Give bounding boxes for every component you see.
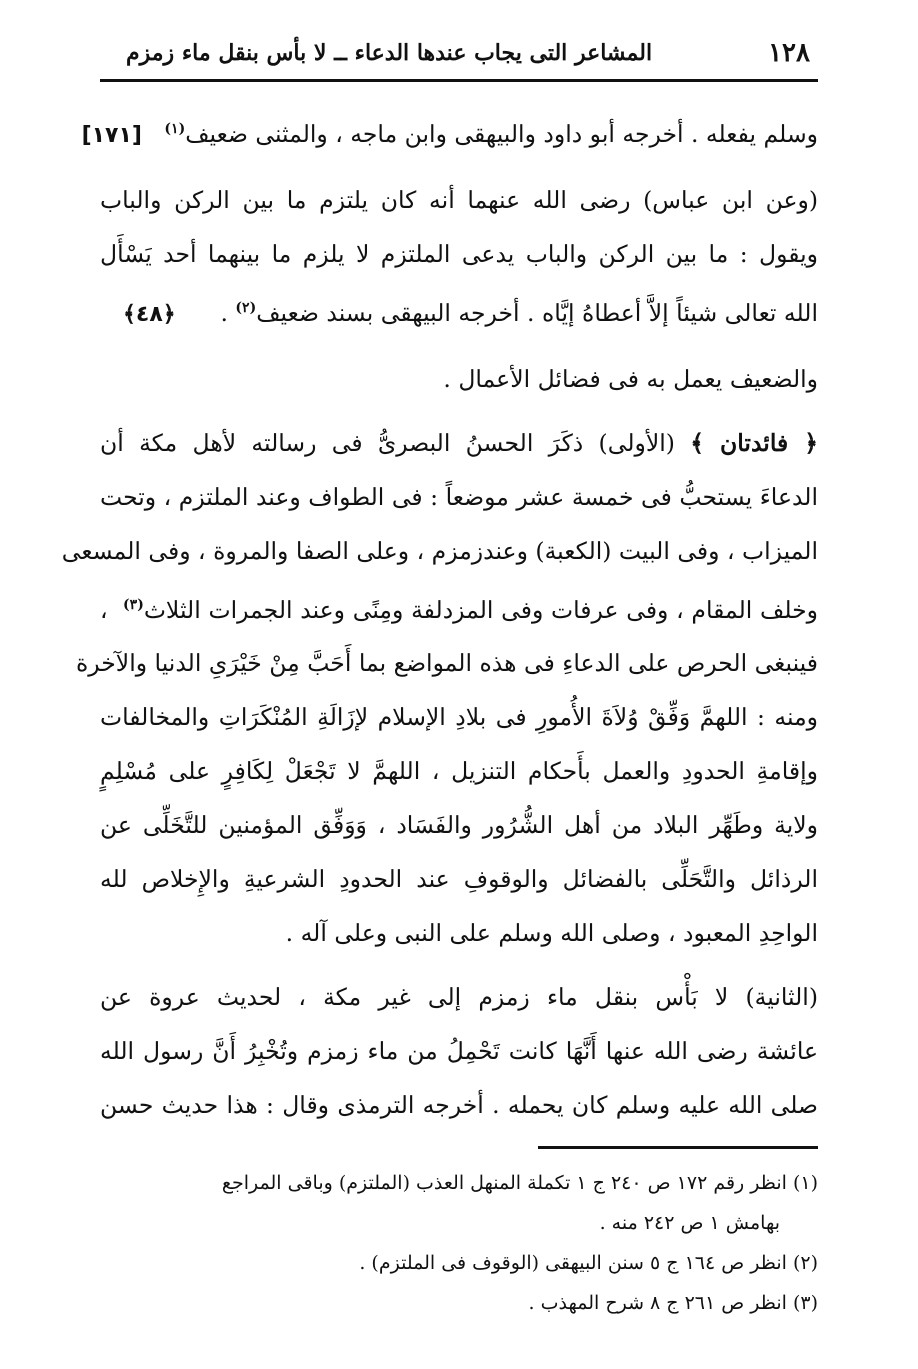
paragraph-1 (81, 102, 818, 163)
footnote-1-continued: بهامش ١ ص ٢٤٢ منه . (599, 1212, 780, 1235)
paragraph-2 (100, 173, 818, 342)
hadith-number: ﴿٤٨﴾ (123, 301, 176, 327)
text-line: ويقول : ما بين الركن والباب يدعى الملتزم لا يلزم ما بينهما أحد يَسْأَل (100, 239, 818, 268)
text-line: والضعيف يعمل به فى فضائل الأعمال . (443, 364, 818, 393)
footnote-divider (538, 1146, 818, 1149)
text-line: الرذائل والتَّحَلِّى بالفضائل والوقوفِ عند الحدودِ الشرعيةِ والإِخلاص لله (100, 865, 818, 894)
text-segment: الله تعالى شيئاً إلاَّ أعطاهُ إيَّاه . أخرجه البيهقى بسند ضعيف (256, 298, 818, 327)
footnote-ref: (٣) (123, 596, 144, 613)
text-line: الدعاءَ يستحبُّ فى خمسة عشر موضعاً : فى الطواف وعند الملتزم ، وتحت (100, 482, 818, 511)
footnote-ref: (٢) (235, 299, 257, 316)
text-line: الله تعالى شيئاً إلاَّ أعطاهُ إيَّاه . أخرجه البيهقى بسند ضعيف$^{(٢)}$ . ﴿٤٨﴾ (123, 298, 818, 327)
main-text (61, 102, 818, 1132)
text-line: فينبغى الحرص على الدعاءِ فى هذه المواضع بما أَحَبَّ مِنْ خَيْرَىِ الدنيا والآخرة (76, 649, 818, 678)
paragraph-gap (100, 163, 818, 173)
text-line (100, 578, 818, 637)
section-heading: ﴿ فائدتان ﴾ (690, 428, 818, 457)
paragraph-gap (100, 342, 818, 352)
text-segment: (الأولى) ذكَرَ الحسنُ البصرىُّ فى رسالته لأهل مكة أن (100, 428, 675, 457)
text-segment: ، (100, 595, 108, 624)
paragraph-3 (100, 352, 818, 406)
page-header (100, 30, 818, 82)
text-line: ولاية وطَهِّر البلاد من أهل الشُّرُور والفَسَاد ، وَوَفِّق المؤمنين للتَّخَلِّى عن (100, 811, 818, 840)
text-line: الميزاب ، وفى البيت (الكعبة) وعندزمزم ، وعلى الصفا والمروة ، وفى المسعى (61, 536, 818, 565)
text-line: ومنه : اللهمَّ وَفِّقْ وُلاَةَ الأُمورِ فى بلادِ الإسلام لإزَالَةِ المُنْكَرَاتِ والمخالفات (100, 703, 818, 732)
text-segment: وسلم يفعله . أخرجه أبو داود والبيهقى وابن ماجه ، والمثنى ضعيف (185, 119, 818, 148)
text-segment: وخلف المقام ، وفى عرفات وفى المزدلفة ومِنًى وعند الجمرات الثلاث (143, 595, 818, 624)
footnote-2: (٢) انظر ص ١٦٤ ج ٥ سنن البيهقى (الوقوف فى الملتزم) . (359, 1252, 818, 1275)
paragraph-4 (61, 416, 818, 961)
hadith-number: [١٧١] (81, 122, 142, 148)
footnote-1: (١) انظر رقم ١٧٢ ص ٢٤٠ ج ١ تكملة المنهل العذب (الملتزم) وباقى المراجع (221, 1172, 818, 1195)
footnotes (100, 1163, 818, 1323)
footnote-ref: (١) (164, 121, 186, 137)
text-line (81, 102, 818, 163)
text-line: الواحِدِ المعبود ، وصلى الله وسلم على النبى وعلى آله . (285, 919, 818, 948)
text-line (100, 416, 818, 470)
text-line: عائشة رضى الله عنها أَنَّهَا كانت تَحْمِلُ من ماء زمزم وتُخْبِرُ أَنَّ رسول الله (100, 1037, 818, 1066)
text-line: (وعن ابن عباس) رضى الله عنهما أنه كان يلتزم ما بين الركن والباب (100, 185, 818, 214)
running-title: المشاعر التى يجاب عندها الدعاء ــ لا بأس بنقل ماء زمزم (126, 40, 653, 66)
paragraph-5 (100, 970, 818, 1132)
footnote-3: (٣) انظر ص ٢٦١ ج ٨ شرح المهذب . (528, 1292, 818, 1315)
text-line: وإقامةِ الحدودِ والعمل بأَحكام التنزيل ، اللهمَّ لا تَجْعَلْ لِكَافِرٍ على مُسْلِمٍ (100, 757, 818, 786)
page-number: ١٢٨ (768, 38, 810, 68)
text-line: (الثانية) لا بَأْس بنقل ماء زمزم إلى غير مكة ، لحديث عروة عن (100, 983, 818, 1012)
paragraph-gap (100, 406, 818, 416)
paragraph-gap (100, 960, 818, 970)
text-line: صلى الله عليه وسلم كان يحمله . أخرجه الترمذى وقال : هذا حديث حسن (100, 1091, 818, 1120)
